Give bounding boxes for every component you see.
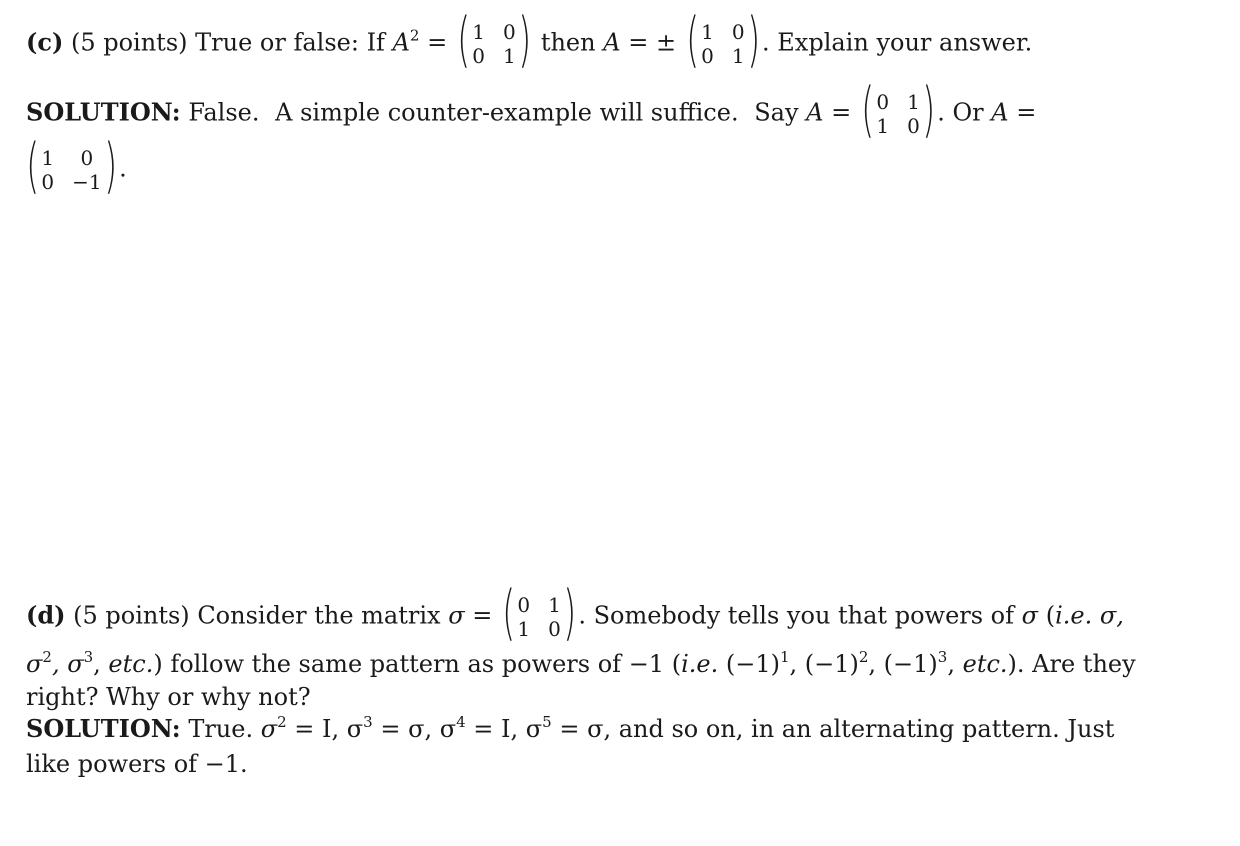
etc-abbrev: etc. — [962, 650, 1008, 678]
var-sigma: σ — [1021, 601, 1039, 630]
matrix-cell: 0 — [503, 20, 516, 44]
identity-matrix-2 — [684, 5, 762, 75]
right-paren-icon: ) — [746, 5, 760, 75]
var-sigma: σ — [448, 601, 465, 630]
exponent: 4 — [456, 713, 466, 731]
matrix-cell: 1 — [472, 20, 486, 44]
solution-text: A simple counter-example will suffice. — [275, 98, 739, 127]
ie-abbrev: i.e. — [681, 650, 719, 678]
solution-math: = I, σ — [286, 715, 364, 743]
solution-label: SOLUTION: — [26, 714, 181, 743]
part-d-points: (5 points) — [73, 601, 190, 630]
var-a: A — [806, 98, 824, 127]
part-d-question-line-2 — [26, 648, 1136, 680]
question-text: right? Why or why not? — [26, 683, 311, 711]
question-text: ). Are they — [1007, 650, 1136, 678]
question-mid: . Somebody tells you that powers of — [578, 601, 1015, 630]
right-paren-icon: ) — [518, 5, 531, 75]
comma: , — [93, 650, 101, 678]
part-c-question — [26, 5, 1033, 75]
solution-text: like powers of −1. — [26, 750, 248, 778]
left-paren-icon: ( — [861, 75, 875, 145]
matrix-cell: 1 — [907, 90, 920, 114]
matrix-cell: 0 — [701, 44, 714, 68]
explain-text: . Explain your answer. — [762, 28, 1033, 57]
swap-matrix — [859, 75, 937, 145]
var-a: A — [392, 28, 410, 57]
matrix-cell: 0 — [41, 170, 55, 194]
left-paren-icon: ( — [685, 5, 699, 75]
say-word: Say — [754, 98, 799, 127]
equals: = — [427, 28, 448, 57]
matrix-cell: 0 — [472, 44, 486, 68]
matrix-cell: 0 — [548, 617, 561, 641]
solution-label: SOLUTION: — [26, 97, 181, 127]
diagonal-matrix — [24, 131, 119, 201]
sigma-matrix — [500, 578, 578, 648]
ie-abbrev: i.e. — [1055, 601, 1093, 630]
part-c-solution-continued — [24, 131, 127, 201]
part-d-solution — [26, 713, 1114, 745]
part-c-solution — [26, 75, 1037, 145]
right-paren-icon: ) — [922, 75, 935, 145]
matrix-cell: 1 — [41, 146, 55, 170]
exponent: 3 — [363, 713, 373, 731]
matrix-cell: 0 — [517, 593, 531, 617]
right-paren-icon: ) — [103, 131, 117, 201]
equals: = — [831, 98, 852, 127]
left-paren-icon: ( — [457, 5, 471, 75]
var-a: A — [603, 28, 621, 57]
neg-one-power: , (−1) — [789, 650, 859, 678]
matrix-cell: 1 — [548, 593, 561, 617]
var-sigma: σ — [26, 650, 43, 678]
exponent: 2 — [277, 713, 287, 731]
question-text: ) follow the same pattern as powers of −1 ( — [153, 650, 682, 678]
var-a: A — [991, 98, 1009, 127]
identity-matrix-1 — [455, 5, 533, 75]
matrix-cell: 1 — [517, 617, 531, 641]
matrix-cell: 1 — [731, 44, 745, 68]
exponent: 3 — [937, 648, 948, 666]
then-word: then — [540, 28, 596, 57]
part-d-question-line-3 — [26, 681, 311, 713]
exponent: 1 — [779, 648, 790, 666]
right-paren-icon: ) — [563, 578, 577, 648]
matrix-cell: 0 — [80, 146, 94, 170]
var-sigma: σ, — [1099, 601, 1124, 630]
part-c-label: (c) — [26, 27, 64, 57]
exponent: 2 — [42, 648, 52, 666]
part-c-question-start: True or false: If — [195, 28, 385, 57]
ie-open-paren: ( — [1045, 601, 1056, 630]
matrix-cell: 1 — [876, 114, 890, 138]
part-d-question-start: Consider the matrix — [197, 601, 441, 630]
matrix-cell: 0 — [907, 114, 920, 138]
var-sigma: σ — [260, 715, 278, 743]
solution-verdict: True. — [188, 715, 254, 743]
part-d-label: (d) — [26, 600, 66, 630]
equals-plus-minus: = ± — [628, 28, 677, 57]
matrix-cell: 0 — [731, 20, 745, 44]
neg-one-power: (−1) — [725, 650, 780, 678]
matrix-cell: 1 — [701, 20, 714, 44]
exponent: 3 — [83, 648, 94, 666]
solution-text: = σ, and so on, in an alternating pattern. Just — [551, 715, 1115, 743]
etc-abbrev: etc. — [108, 650, 154, 678]
solution-verdict: False. — [188, 98, 260, 127]
equals: = — [472, 601, 493, 630]
matrix-cell: 1 — [503, 44, 516, 68]
part-d-solution-line-2 — [26, 748, 248, 780]
matrix-cell: 0 — [876, 90, 890, 114]
comma: , — [947, 650, 955, 678]
left-paren-icon: ( — [26, 131, 40, 201]
left-paren-icon: ( — [502, 578, 516, 648]
part-d-question — [26, 578, 1124, 648]
final-period: . — [119, 154, 127, 183]
exponent: 2 — [409, 26, 420, 45]
matrix-cell: −1 — [72, 170, 102, 194]
or-word: . Or — [937, 98, 984, 127]
var-sigma: , σ — [51, 650, 84, 678]
neg-one-power: , (−1) — [868, 650, 938, 678]
solution-math: = σ, σ — [372, 715, 457, 743]
exponent: 2 — [858, 648, 869, 666]
part-c-points: (5 points) — [70, 28, 188, 57]
solution-math: = I, σ — [465, 715, 543, 743]
exponent: 5 — [542, 713, 552, 731]
equals: = — [1016, 98, 1037, 127]
